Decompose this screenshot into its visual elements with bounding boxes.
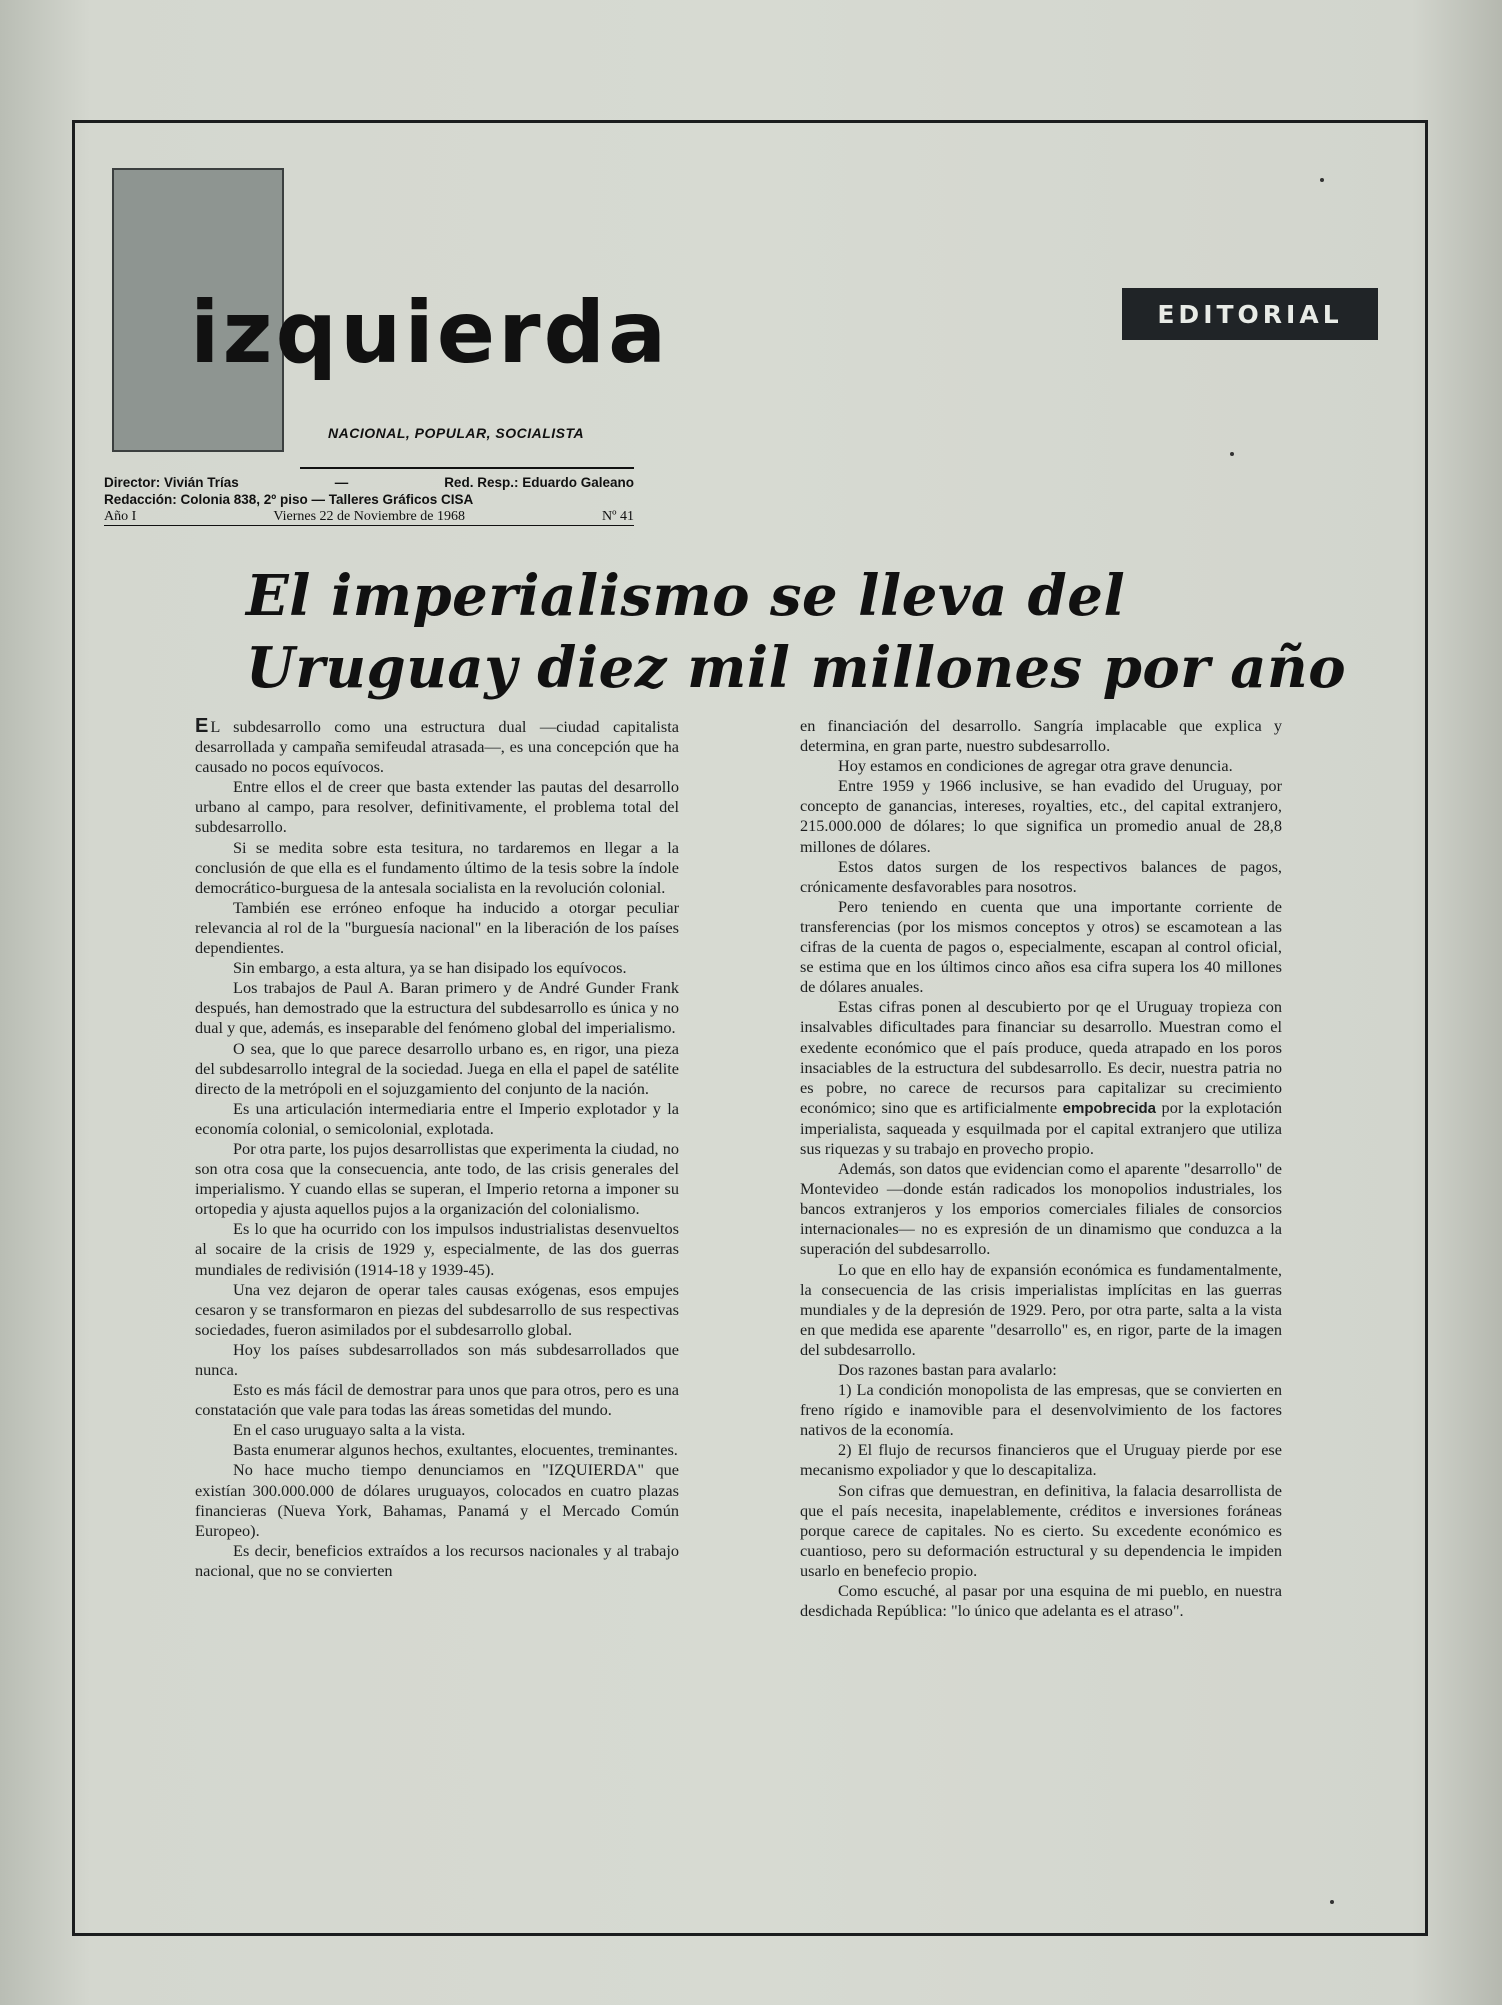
speck [1320, 178, 1324, 182]
article-paragraph: También ese erróneo enfoque ha inducido a otorgar peculiar relevancia al rol de la "burguesía nacional" en la liberación de los países dependientes. [195, 897, 679, 958]
address-credit: Redacción: Colonia 838, 2º piso — Talleres Gráficos CISA [104, 492, 474, 507]
article-paragraph: En el caso uruguayo salta a la vista. [233, 1420, 466, 1440]
article-paragraph: Entre 1959 y 1966 inclusive, se han evadido del Uruguay, por concepto de ganancias, intereses, royalties, etc., del capital extranjero, 215.000.000 de dólares; lo que significa un promedio anual de 28,8 millones de dólares. [800, 776, 1282, 856]
article-paragraph: No hace mucho tiempo denunciamos en "IZQUIERDA" que existían 300.000.000 de dólares uruguayos, colocados en cuatro plazas financieras (Nueva York, Bahamas, Panamá y el Mercado Común Europeo). [195, 1460, 679, 1540]
editorial-label: EDITORIAL [1122, 288, 1378, 340]
article-paragraph: Sin embargo, a esta altura, ya se han disipado los equívocos. [233, 958, 627, 978]
article-paragraph: O sea, que lo que parece desarrollo urbano es, en rigor, una pieza del subdesarrollo integral de la sociedad. Juega en ella el papel de satélite directo de la metrópoli en el sojuzgamiento del conjunto de la nación. [195, 1038, 679, 1098]
speck [1330, 1900, 1334, 1904]
director-credit: Director: Vivián Trías [104, 475, 239, 490]
article-paragraph: Los trabajos de Paul A. Baran primero y de André Gunder Frank después, han demostrado que la estructura del subdesarrollo es única y no dual y que, además, es inseparable del fenómeno global del imperialismo. [195, 978, 679, 1038]
article-paragraph: Una vez dejaron de operar tales causas exógenas, esos empujes cesaron y se transformaron en piezas del subdesarrollo de sus respectivas sociedades, fueron asimilados por el subdesarrollo global. [195, 1279, 679, 1339]
masthead-row-address [104, 491, 634, 508]
issue-number: Nº 41 [602, 509, 634, 524]
headline [246, 560, 1347, 704]
article-paragraph: Es lo que ha ocurrido con los impulsos industrialistas desenvueltos al socaire de la crisis de 1929 y, especialmente, de las dos guerras mundiales de redivisión (1914-18 y 1939-45). [195, 1219, 679, 1279]
article-paragraph: Por otra parte, los pujos desarrollistas que experimenta la ciudad, no son otra cosa que la consecuencia, ante todo, de las crisis generales del imperialismo. Y cuando ellas se superan, el Imperio retorna a imponer su ortopedia y ajusta aquellos pujos a la organización del colonialismo. [195, 1138, 679, 1219]
article-paragraph: Son cifras que demuestran, en definitiva, la falacia desarrollista de que el país necesita, inapelablemente, créditos e inversiones foráneas porque carece de capitales. No es cierto. Su excedente económico es cuantioso, pero su deformación estructural y su dependencia le impiden usarlo en benefecio propio. [800, 1480, 1282, 1580]
emphasized-word: empobrecida [1062, 1099, 1157, 1117]
article-paragraph [195, 716, 679, 777]
article-paragraph: Además, son datos que evidencian como el aparente "desarrollo" de Montevideo —donde están radicados los monopolios industriales, los bancos extranjeros y los emporios comerciales filiales de consorcios internacionales— no es expresión de un dinamismo que conduzca a la superación del subdesarrollo. [800, 1159, 1282, 1259]
issue-date: Viernes 22 de Noviembre de 1968 [273, 509, 465, 524]
headline-line-1: El imperialismo se lleva del [246, 563, 1126, 629]
article-paragraph: Si se medita sobre esta tesitura, no tardaremos en llegar a la conclusión de que ella es el fundamento último de la tesis sobre la índole democrático-burguesa de la antesala socialista en la revolución colonial. [195, 837, 679, 897]
masthead-row-issue [104, 508, 634, 526]
credit-separator: — [334, 475, 349, 490]
article-column-left [195, 716, 679, 1581]
article-paragraph: Hoy los países subdesarrollados son más subdesarrollados que nunca. [195, 1339, 679, 1379]
article-paragraph: 2) El flujo de recursos financieros que el Uruguay pierde por ese mecanismo expoliador y que lo descapitaliza. [800, 1440, 1282, 1480]
masthead-rule [300, 467, 634, 469]
editor-credit: Red. Resp.: Eduardo Galeano [444, 475, 634, 490]
article-paragraph: Como escuché, al pasar por una esquina de mi pueblo, en nuestra desdichada República: "lo único que adelanta es el atraso". [800, 1581, 1282, 1621]
article-paragraph: Pero teniendo en cuenta que una importante corriente de transferencias (por los mismos conceptos y otros) se escamotean a las cifras de la cuenta de pagos o, especialmente, escapan al control oficial, se estima que en los últimos cinco años esa cifra supera los 40 millones de dólares anuales. [800, 896, 1282, 997]
article-paragraph: Entre ellos el de creer que basta extender las pautas del desarrollo urbano al campo, para resolver, definitivamente, el problema total del subdesarrollo. [195, 777, 679, 837]
article-paragraph: Lo que en ello hay de expansión económica es fundamentalmente, la consecuencia de las crisis imperialistas implícitas en las guerras mundiales y de la depresión de 1929. Pero, por otra parte, salta a la vista en que medida ese aparente "desarrollo" es, en rigor, parte de la imagen del subdesarrollo. [800, 1259, 1282, 1359]
article-paragraph: Es una articulación intermediaria entre el Imperio explotador y la economía colonial, o semicolonial, explotada. [195, 1098, 679, 1138]
article-paragraph: 1) La condición monopolista de las empresas, que se convierten en freno rígido e inamovible para el desenvolvimiento de los factores nativos de la economía. [800, 1380, 1282, 1440]
paragraph-text: L subdesarrollo como una estructura dual —ciudad capitalista desarrollada y campaña semifeudal atrasada—, es una concepción que ha causado no pocos equívocos. [195, 717, 679, 777]
drop-cap: E [195, 715, 209, 737]
speck [1230, 452, 1234, 456]
article-paragraph: en financiación del desarrollo. Sangría implacable que explica y determina, en gran parte, nuestro subdesarrollo. [800, 716, 1282, 756]
article-paragraph [800, 997, 1282, 1159]
article-column-right [800, 716, 1282, 1621]
tagline: NACIONAL, POPULAR, SOCIALISTA [328, 425, 585, 441]
article-paragraph: Hoy estamos en condiciones de agregar otra grave denuncia. [838, 756, 1233, 776]
paragraph-text: por la explotación imperialista, saqueada y esquilmada por el capital extranjero que utiliza sus riquezas y su trabajo en provecho propio. [800, 1097, 1282, 1158]
article-paragraph: Dos razones bastan para avalarlo: [838, 1360, 1057, 1379]
masthead-credits [104, 474, 634, 526]
issue-year: Año I [104, 509, 137, 524]
paragraph-text: Estas cifras ponen al descubierto por qe el Uruguay tropieza con insalvables dificultades para financiar su desarrollo. Muestran como el exedente económico que el país produce, queda atrapado en los poros insaciables de la estructura del subdesarrollo. Es decir, nuestra patria no es pobre, no carece de recursos para capitalizar su crecimiento económico; sino que es artificialmente [800, 997, 1282, 1117]
masthead-row-director [104, 474, 634, 491]
article-paragraph: Basta enumerar algunos hechos, exultantes, elocuentes, treminantes. [233, 1440, 678, 1460]
article-paragraph: Esto es más fácil de demostrar para unos que para otros, pero es una constatación que vale para todas las áreas sometidas del mundo. [195, 1380, 679, 1420]
article-paragraph: Estos datos surgen de los respectivos balances de pagos, crónicamente desfavorables para nosotros. [800, 856, 1282, 896]
logo-text: izquierda [190, 283, 670, 383]
headline-line-2: Uruguay diez mil millones por año [246, 635, 1347, 701]
article-paragraph: Es decir, beneficios extraídos a los recursos nacionales y al trabajo nacional, que no se convierten [195, 1540, 679, 1580]
